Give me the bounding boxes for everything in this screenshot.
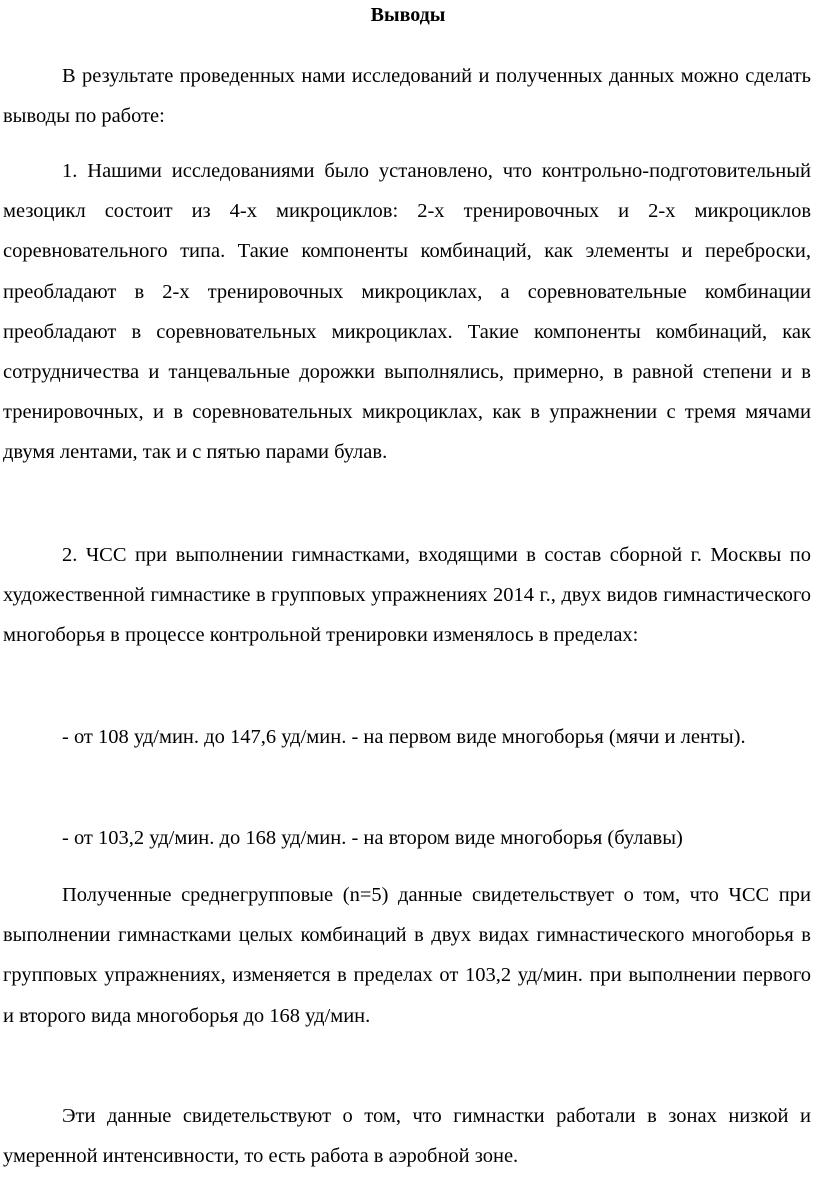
paragraph-conclusion-1: 1. Нашими исследованиями было установлено, что контрольно-подготовительный мезоцикл состоит из 4-х микроциклов: 2-х тренировочных и 2-х микроциклов соревновательного типа. Такие компоненты комбинаций, как элементы и переброски, преобладают в 2-х тренировочных микроциклах, а соревновательные комбинации преобладают в соревновательных микроциклах. Такие компоненты комбинаций, как сотрудничества и танцевальные дорожки выполнялись, примерно, в равной степени и в тренировочных, и в соревновательных микроциклах, как в упражнении с тремя мячами двумя лентами, так и с пятью парами булав. (3, 160, 811, 464)
paragraph-conclusion-2: 2. ЧСС при выполнении гимнастками, входящими в состав сборной г. Москвы по художественной гимнастике в групповых упражнениях 2014 г., двух видов гимнастического многоборья в процессе контрольной тренировки изменялось в пределах: (3, 544, 811, 647)
paragraph-final: Эти данные свидетельствуют о том, что гимнастки работали в зонах низкой и умеренной интенсивности, то есть работа в аэробной зоне. (3, 1105, 811, 1168)
document-title: Выводы (370, 4, 446, 26)
paragraph-intro: В результате проведенных нами исследований и полученных данных можно сделать выводы по работе: (3, 65, 811, 128)
paragraph-group-average: Полученные среднегрупповые (n=5) данные свидетельствует о том, что ЧСС при выполнении гимнастками целых комбинаций в двух видах гимнастического многоборья в групповых упражнениях, изменяется в пределах от 103,2 уд/мин. при выполнении первого и второго вида многоборья до 168 уд/мин. (3, 884, 811, 1027)
paragraph-hr-range-1: - от 108 уд/мин. до 147,6 уд/мин. - на первом виде многоборья (мячи и ленты). (62, 726, 746, 748)
paragraph-hr-range-2: - от 103,2 уд/мин. до 168 уд/мин. - на втором виде многоборья (булавы) (62, 827, 683, 849)
